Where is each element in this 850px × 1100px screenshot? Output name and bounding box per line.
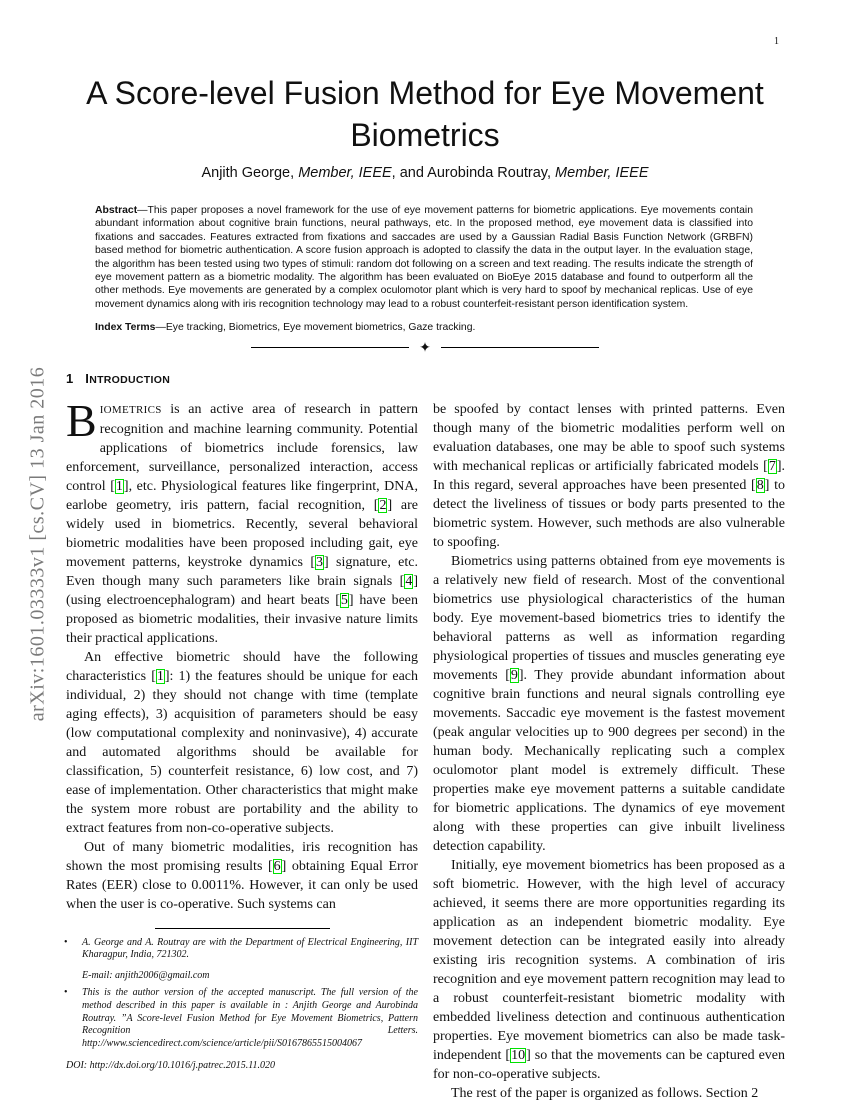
citation-link[interactable]: 4 <box>405 573 413 589</box>
index-terms <box>95 321 753 334</box>
section-title: NTRODUCTION <box>89 373 171 386</box>
paragraph: be spoofed by contact lenses with printed patterns. Even though many of the biometric modalities perform well on evaluation databases, one may be able to spoof such systems with mechanical replicas or artificially fabricated models [7]. In this regard, several approaches have been presented [8] to detect the liveliness of tissues or body parts presented to the biometric system. However, such methods are also vulnerable to spoofing. <box>433 401 786 550</box>
text-run: . They provide abundant information about cognitive brain functions and neural signals controlling eye movements. Saccadic eye movement is the fastest movement (peak angular velocities up to 900 degrees per second) in the human body. Mechanically replicating such a complex oculomotor plant model is extremely difficult. These properties make eye movement patterns a suitable candidate for biometric applications. The dynamics of eye movement along with these properties can give inbuilt liveliness detection capability. <box>433 667 786 854</box>
bullet: • <box>64 987 68 999</box>
section-initial: I <box>85 370 90 386</box>
footnote-text: E-mail: anjith2006@gmail.com <box>82 970 210 982</box>
arxiv-stamp: arXiv:1601.03333v1 [cs.CV] 13 Jan 2016 <box>26 366 49 722</box>
citation-link[interactable]: 6 <box>273 858 281 874</box>
paragraph: BIOMETRICS is an active area of research in pattern recognition and machine learning community. Potential applications of biometrics include forensics, law enforcement, surveillance, personalized interaction, access control [1], etc. Physiological features like fingerprint, DNA, earlobe geometry, iris pattern, facial recognition, [2] are widely used in biometrics. Recently, several behavioral biometric modalities have been proposed including gait, eye movement patterns, keystroke dynamics [3] signature, etc. Even though many such parameters like brain signals [4] (using electroencephalogram) and heart beats [5] have been proposed as biometric modalities, their invasive nature limits their practical applications. <box>66 394 419 646</box>
citation-link[interactable]: 9 <box>510 667 518 683</box>
footnote-email <box>66 970 418 983</box>
author-line <box>40 164 810 182</box>
paper-title: A Score-level Fusion Method for Eye Movement Biometrics <box>86 75 764 153</box>
citation-link[interactable]: 7 <box>768 458 776 474</box>
footnote-text: This is the author version of the accepted manuscript. The full version of the method described in this paper is available in : Anjith George and Aurobinda Routray. ”A Score-level Fusion Method for Eye Movement Biometrics, Pattern Recognition Letters. http://www.sciencedirect.com/science/article/pii/S0167865515004067 <box>82 987 418 1050</box>
text-run: . In this regard, several approaches have been presented <box>433 458 785 493</box>
author-2-membership: Member, IEEE <box>555 165 649 181</box>
body-columns <box>64 394 850 1100</box>
author-1-membership: Member, IEEE <box>298 165 392 181</box>
text-run: Initially, eye movement biometrics has been proposed as a soft biometric. However, with the high level of accuracy achieved, it seems there are more opportunities regarding its application as an independent biometric modality. Eye movement detection can be integrated easily into already existing iris recognition systems. A combination of iris recognition and eye movement pattern recognition may lead to a robust counterfeit-resistant biometric modality with embedded liveliness detection and continuous authentication properties. Eye movement biometrics can also be made task-independent <box>433 857 785 1063</box>
text-run: is an active area of research in pattern recognition and machine learning community. Potential applications of biometrics include forensics, law enforcement, surveillance, personalized interaction, access control <box>66 401 418 494</box>
footnote <box>66 937 418 963</box>
citation-link[interactable]: 2 <box>379 497 387 513</box>
lead-word: IOMETRICS <box>99 403 162 416</box>
text-run: The rest of the paper is organized as follows. Section 2 <box>451 1085 759 1100</box>
page-content <box>0 72 850 1100</box>
footnote <box>66 987 418 1051</box>
footnote-rule <box>155 928 330 929</box>
abstract-text: —This paper proposes a novel framework for the use of eye movement patterns for biometric applications. Eye movements contain abundant information about cognitive brain functions, neural pathways, etc. In the proposed method, eye movement data is classified into fixations and saccades. Features extracted from fixations and saccades are used by a Gaussian Radial Basis Function Network (GRBFN) based method for biometric authentication. A score fusion approach is adopted to classify the data in the output layer. In the evaluation stage, the algorithm has been tested using two types of stimuli: random dot following on a screen and text reading. The results indicate the strength of eye movement pattern as a biometric modality. The algorithm has been evaluated on BioEye 2015 database and found to outperform all the other methods. Eye movements are generated by a complex oculomotor plant which is very hard to spoof by mechanical replicas. Use of eye movement dynamics along with iris recognition technology may lead to a robust counterfeit-resistant person identification system. <box>95 205 753 310</box>
section-divider <box>0 339 850 357</box>
right-column <box>433 400 785 1100</box>
paragraph: Initially, eye movement biometrics has been proposed as a soft biometric. However, with the high level of accuracy achieved, it seems there are more opportunities regarding its application as an independent biometric modality. Eye movement detection can be integrated easily into already existing iris recognition systems. A combination of iris recognition and eye movement pattern recognition may lead to a robust counterfeit-resistant biometric modality with embedded liveliness detection and continuous authentication properties. Eye movement biometrics can also be made task-independent [10] so that the movements can be captured even for non-co-operative subjects. <box>433 857 786 1082</box>
text-run: so that the movements can be captured even for non-co-operative subjects. <box>433 1047 786 1082</box>
abstract-label: Abstract <box>95 205 138 216</box>
author-1: Anjith George, <box>201 165 299 181</box>
author-2: , and Aurobinda Routray, <box>391 165 556 181</box>
text-run: obtaining Equal Error Rates (EER) close to 0.0011%. However, it can only be used when the user is co-operative. Such systems can <box>66 858 418 912</box>
bullet: • <box>64 936 68 948</box>
text-run: are widely used in biometrics. Recently, several behavioral biometric modalities have been proposed including gait, eye movement patterns, keystroke dynamics <box>66 497 418 570</box>
page-number: 1 <box>774 36 779 47</box>
section-heading <box>66 371 850 388</box>
text-run: An effective biometric should have the following characteristics <box>66 649 418 684</box>
citation-link[interactable]: 1 <box>156 668 164 684</box>
left-column <box>64 394 419 1100</box>
paragraph: Out of many biometric modalities, iris recognition has shown the most promising results [6] obtaining Equal Error Rates (EER) close to 0.0011%. However, it can only be used when the user is co-operative. Such systems can <box>66 839 418 912</box>
paragraph <box>433 1084 785 1100</box>
text-run: , etc. Physiological features like fingerprint, DNA, earlobe geometry, iris pattern, facial recognition, <box>66 478 419 513</box>
citation-link[interactable]: 8 <box>756 477 764 493</box>
text-run: (using electroencephalogram) and heart beats <box>66 592 336 608</box>
divider-diamond-icon: ✦ <box>419 339 431 356</box>
citation-link[interactable]: 1 <box>115 478 123 494</box>
divider-left <box>251 347 409 348</box>
citation-link[interactable]: 10 <box>511 1047 526 1063</box>
text-run: signature, etc. Even though many such parameters like brain signals <box>66 554 418 589</box>
drop-cap: B <box>66 394 97 446</box>
text-run: Biometrics using patterns obtained from eye movements is a relatively new field of research. Most of the conventional biometrics use physiological characteristics of the human body. Eye movement-based biometrics tries to identify the behavioral patterns as well as information regarding physiological properties of tissues and muscles generating eye movements <box>433 553 785 683</box>
index-terms-label: Index Terms <box>95 322 156 334</box>
doi: DOI: http://dx.doi.org/10.1016/j.patrec.2015.11.020 <box>66 1060 276 1072</box>
text-run: to detect the liveliness of tissues or body parts presented to the biometric system. However, such methods are also vulnerable to spoofing. <box>433 477 786 550</box>
paragraph: Biometrics using patterns obtained from eye movements is a relatively new field of research. Most of the conventional biometrics use physiological characteristics of the human body. Eye movement-based biometrics tries to identify the behavioral patterns as well as information regarding physiological properties of tissues and muscles generating eye movements [9]. They provide abundant information about cognitive brain functions and neural signals controlling eye movements. Saccadic eye movement is the fastest movement (peak angular velocities up to 900 degrees per second) in the human body. Mechanically replicating such a complex oculomotor plant model is extremely difficult. These properties make eye movement patterns a suitable candidate for biometric applications. The dynamics of eye movement along with these properties can give inbuilt liveliness detection capability. <box>433 553 786 854</box>
text-run: be spoofed by contact lenses with printed patterns. Even though many of the biometric modalities perform well on evaluation databases, one may be able to spoof such systems with mechanical replicas or artificially fabricated models <box>433 401 785 474</box>
paragraph: An effective biometric should have the following characteristics [1]: 1) the features should be unique for each individual, 2) they should not change with time (template aging effects), 3) acquisition of parameters should be easy (low computational complexity and noninvasive), 4) accurate and automated algorithms should be available for classification, 5) counterfeit resistance, 6) low cost, and 7) ease of implementation. Other characteristics that might make the system more robust are portability and the ability to extract features from non-co-operative subjects. <box>66 649 419 836</box>
text-run: have been proposed as biometric modalities, their invasive nature limits their practical applications. <box>66 592 418 646</box>
footnote-text: A. George and A. Routray are with the Department of Electrical Engineering, IIT Kharagpur, India, 721302. <box>82 936 418 961</box>
divider-right <box>441 347 599 348</box>
citation-link[interactable]: 3 <box>316 554 324 570</box>
text-run: Out of many biometric modalities, iris recognition has shown the most promising results <box>66 839 418 874</box>
index-terms-text: —Eye tracking, Biometrics, Eye movement biometrics, Gaze tracking. <box>155 322 476 334</box>
text-run: : 1) the features should be unique for each individual, 2) they should not change with time (template aging effects), 3) acquisition of parameters should be easy (low computational complexity and noninvasive), 4) accurate and automated algorithms should be available for classification, 5) counterfeit resistance, 6) low cost, and 7) ease of implementation. Other characteristics that might make the system more robust are portability and the ability to extract features from non-co-operative subjects. <box>66 668 419 836</box>
abstract <box>95 204 753 311</box>
citation-link[interactable]: 5 <box>340 592 348 608</box>
section-number: 1 <box>66 370 74 386</box>
left-column-text <box>66 394 419 914</box>
